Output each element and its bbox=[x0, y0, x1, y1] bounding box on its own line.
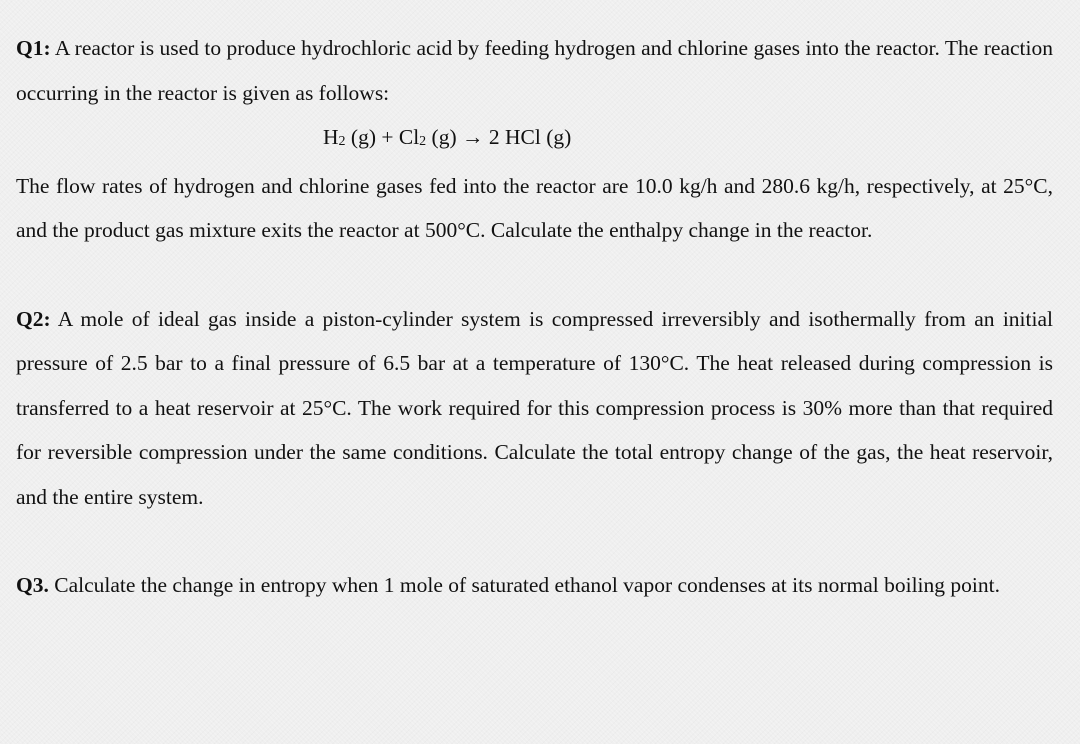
q3-label: Q3. bbox=[16, 573, 49, 597]
spacer bbox=[16, 519, 1053, 563]
q1-label: Q1: bbox=[16, 36, 51, 60]
q1-body-paragraph: The flow rates of hydrogen and chlorine gases fed into the reactor are 10.0 kg/h and 280.6 kg/h, respectively, at 25°C, and the product gas mixture exits the reactor at 500°C. Calculate the enthalpy change in the reactor. bbox=[16, 173, 1053, 242]
q1-intro-paragraph bbox=[16, 26, 1053, 115]
q2-text: A mole of ideal gas inside a piston-cylinder system is compressed irreversibly and isothermally from an initial pressure of 2.5 bar to a final pressure of 6.5 bar at a temperature of 130°C. The heat released during compression is transferred to a heat reservoir at 25°C. The work required for this compression process is 30% more than that required for reversible compression under the same conditions. Calculate the total entropy change of the gas, the heat reservoir, and the entire system. bbox=[16, 306, 1053, 509]
q1-intro-text: A reactor is used to produce hydrochloric acid by feeding hydrogen and chlorine gases into the reactor. The reaction occurring in the reactor is given as follows: bbox=[16, 36, 1053, 105]
q3-paragraph bbox=[16, 563, 1053, 608]
document-body bbox=[16, 26, 1053, 608]
q2-label: Q2: bbox=[16, 306, 51, 331]
spacer bbox=[16, 253, 1053, 297]
q3-text: Calculate the change in entropy when 1 mole of saturated ethanol vapor condenses at its normal boiling point. bbox=[54, 573, 1000, 597]
q1-reaction-equation: $H_2$ $(g) + Cl_2$ (g) → 2 HCl (g) bbox=[323, 125, 572, 149]
q2-paragraph bbox=[16, 297, 1053, 520]
